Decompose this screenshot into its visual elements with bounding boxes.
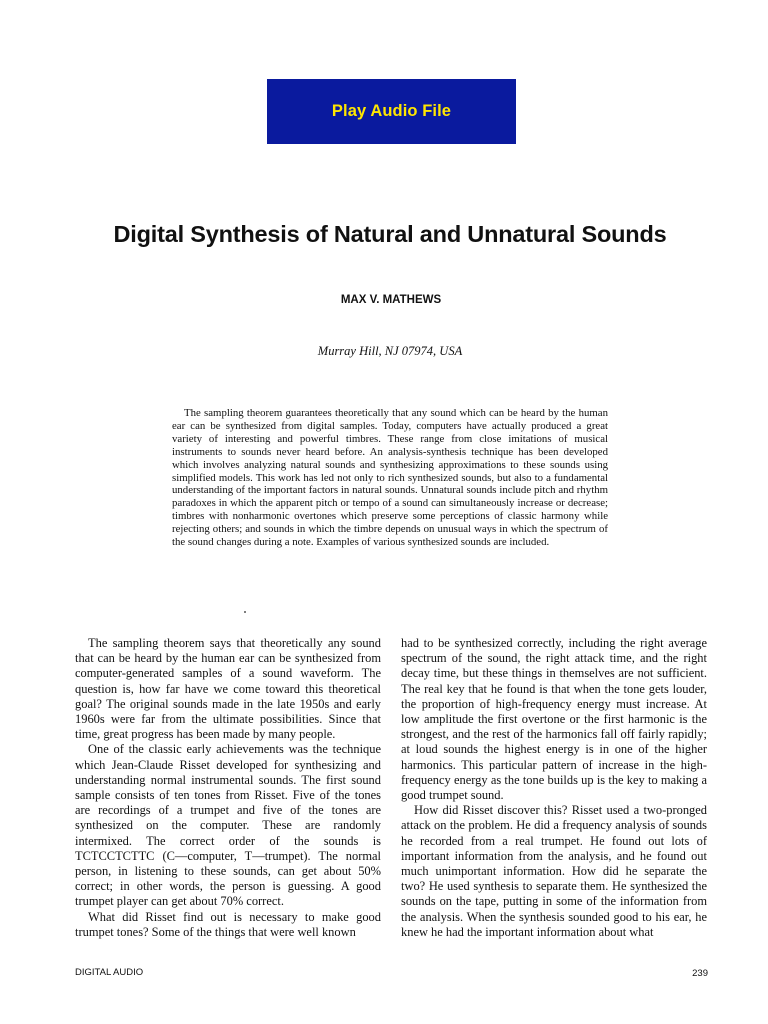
footer-journal-name: DIGITAL AUDIO — [75, 967, 144, 978]
paper-title: Digital Synthesis of Natural and Unnatural Sounds — [113, 221, 667, 247]
body-paragraph: How did Risset discover this? Risset used a two-pronged attack on the problem. He did a frequency analysis of sounds he recorded from a real trumpet. He found out lots of important information from the analysis, and he found out much unimportant information. How did he separate the two? He used synthesis to separate them. He synthesized the sounds on the tape, putting in some of the information from the analysis. When the synthesis sounded good to his ear, he knew he had the important information about what — [401, 803, 707, 939]
play-audio-label: Play Audio File — [331, 102, 452, 120]
author-affiliation: Murray Hill, NJ 07974, USA — [317, 344, 463, 358]
body-paragraph: One of the classic early achievements was the technique which Jean-Claude Risset developed for synthesizing and understanding normal instrumental sounds. The first sound sample consists of ten tones from Risset. Five of the tones are recordings of a trumpet and five of the tones are synthesized on the computer. These are randomly intermixed. The correct order of the sounds is TCTCCTCTTC (C—computer, T—trumpet). The normal person, in listening to these sounds, can get about 50% correct; in other words, the person is guessing. A good trumpet player can get about 70% correct. — [75, 742, 381, 909]
body-paragraph: had to be synthesized correctly, including the right average spectrum of the sound, the right attack time, and the right decay time, but these things in themselves are not sufficient. The real key that he found is that when the tone gets louder, the proportion of high-frequency energy must increase. At low amplitude the first overtone or the first harmonic is the strongest, and the rest of the harmonics fall off fairly rapidly; at loud sounds the highest energy is in one of the higher harmonics. This particular pattern of increase in the high-frequency energy as the tone builds up is the key to making a good trumpet sound. — [401, 636, 707, 803]
stray-mark — [244, 611, 246, 613]
body-column-left — [75, 636, 381, 940]
play-audio-button[interactable] — [267, 79, 516, 144]
body-paragraph: What did Risset find out is necessary to make good trumpet tones? Some of the things that were well known — [75, 909, 381, 939]
page-number: 239 — [692, 968, 708, 979]
abstract: The sampling theorem guarantees theoretically that any sound which can be heard by the human ear can be synthesized from digital samples. Today, computers have actually produced a great variety of interesting and powerful timbres. These range from close imitations of musical instruments to sounds never heard before. An analysis-synthesis technique has been developed which involves analyzing natural sounds and synthesizing approximations to these sounds using simplified models. This work has led not only to rich synthesized sounds, but also to a fundamental understanding of the important factors in natural sounds. Unnatural sounds include pitch and rhythm paradoxes in which the apparent pitch or tempo of a sound can simultaneously increase or decrease; timbres with nonharmonic overtones which preserve some perceptions of classic harmony while rejecting others; and sounds in which the timbre depends on unusual ways in which the spectrum of the sound changes during a note. Examples of various synthesized sounds are included. — [172, 407, 608, 549]
body-paragraph: The sampling theorem says that theoretically any sound that can be heard by the human ear can be synthesized from computer-generated samples of a sound waveform. The question is, how far have we come toward this theoretical goal? The original sounds made in the late 1950s and early 1960s were far from the ultimate possibilities. Since that time, great progress has been made by many people. — [75, 636, 381, 742]
author-name: MAX V. MATHEWS — [340, 294, 442, 306]
body-column-right — [401, 636, 707, 940]
